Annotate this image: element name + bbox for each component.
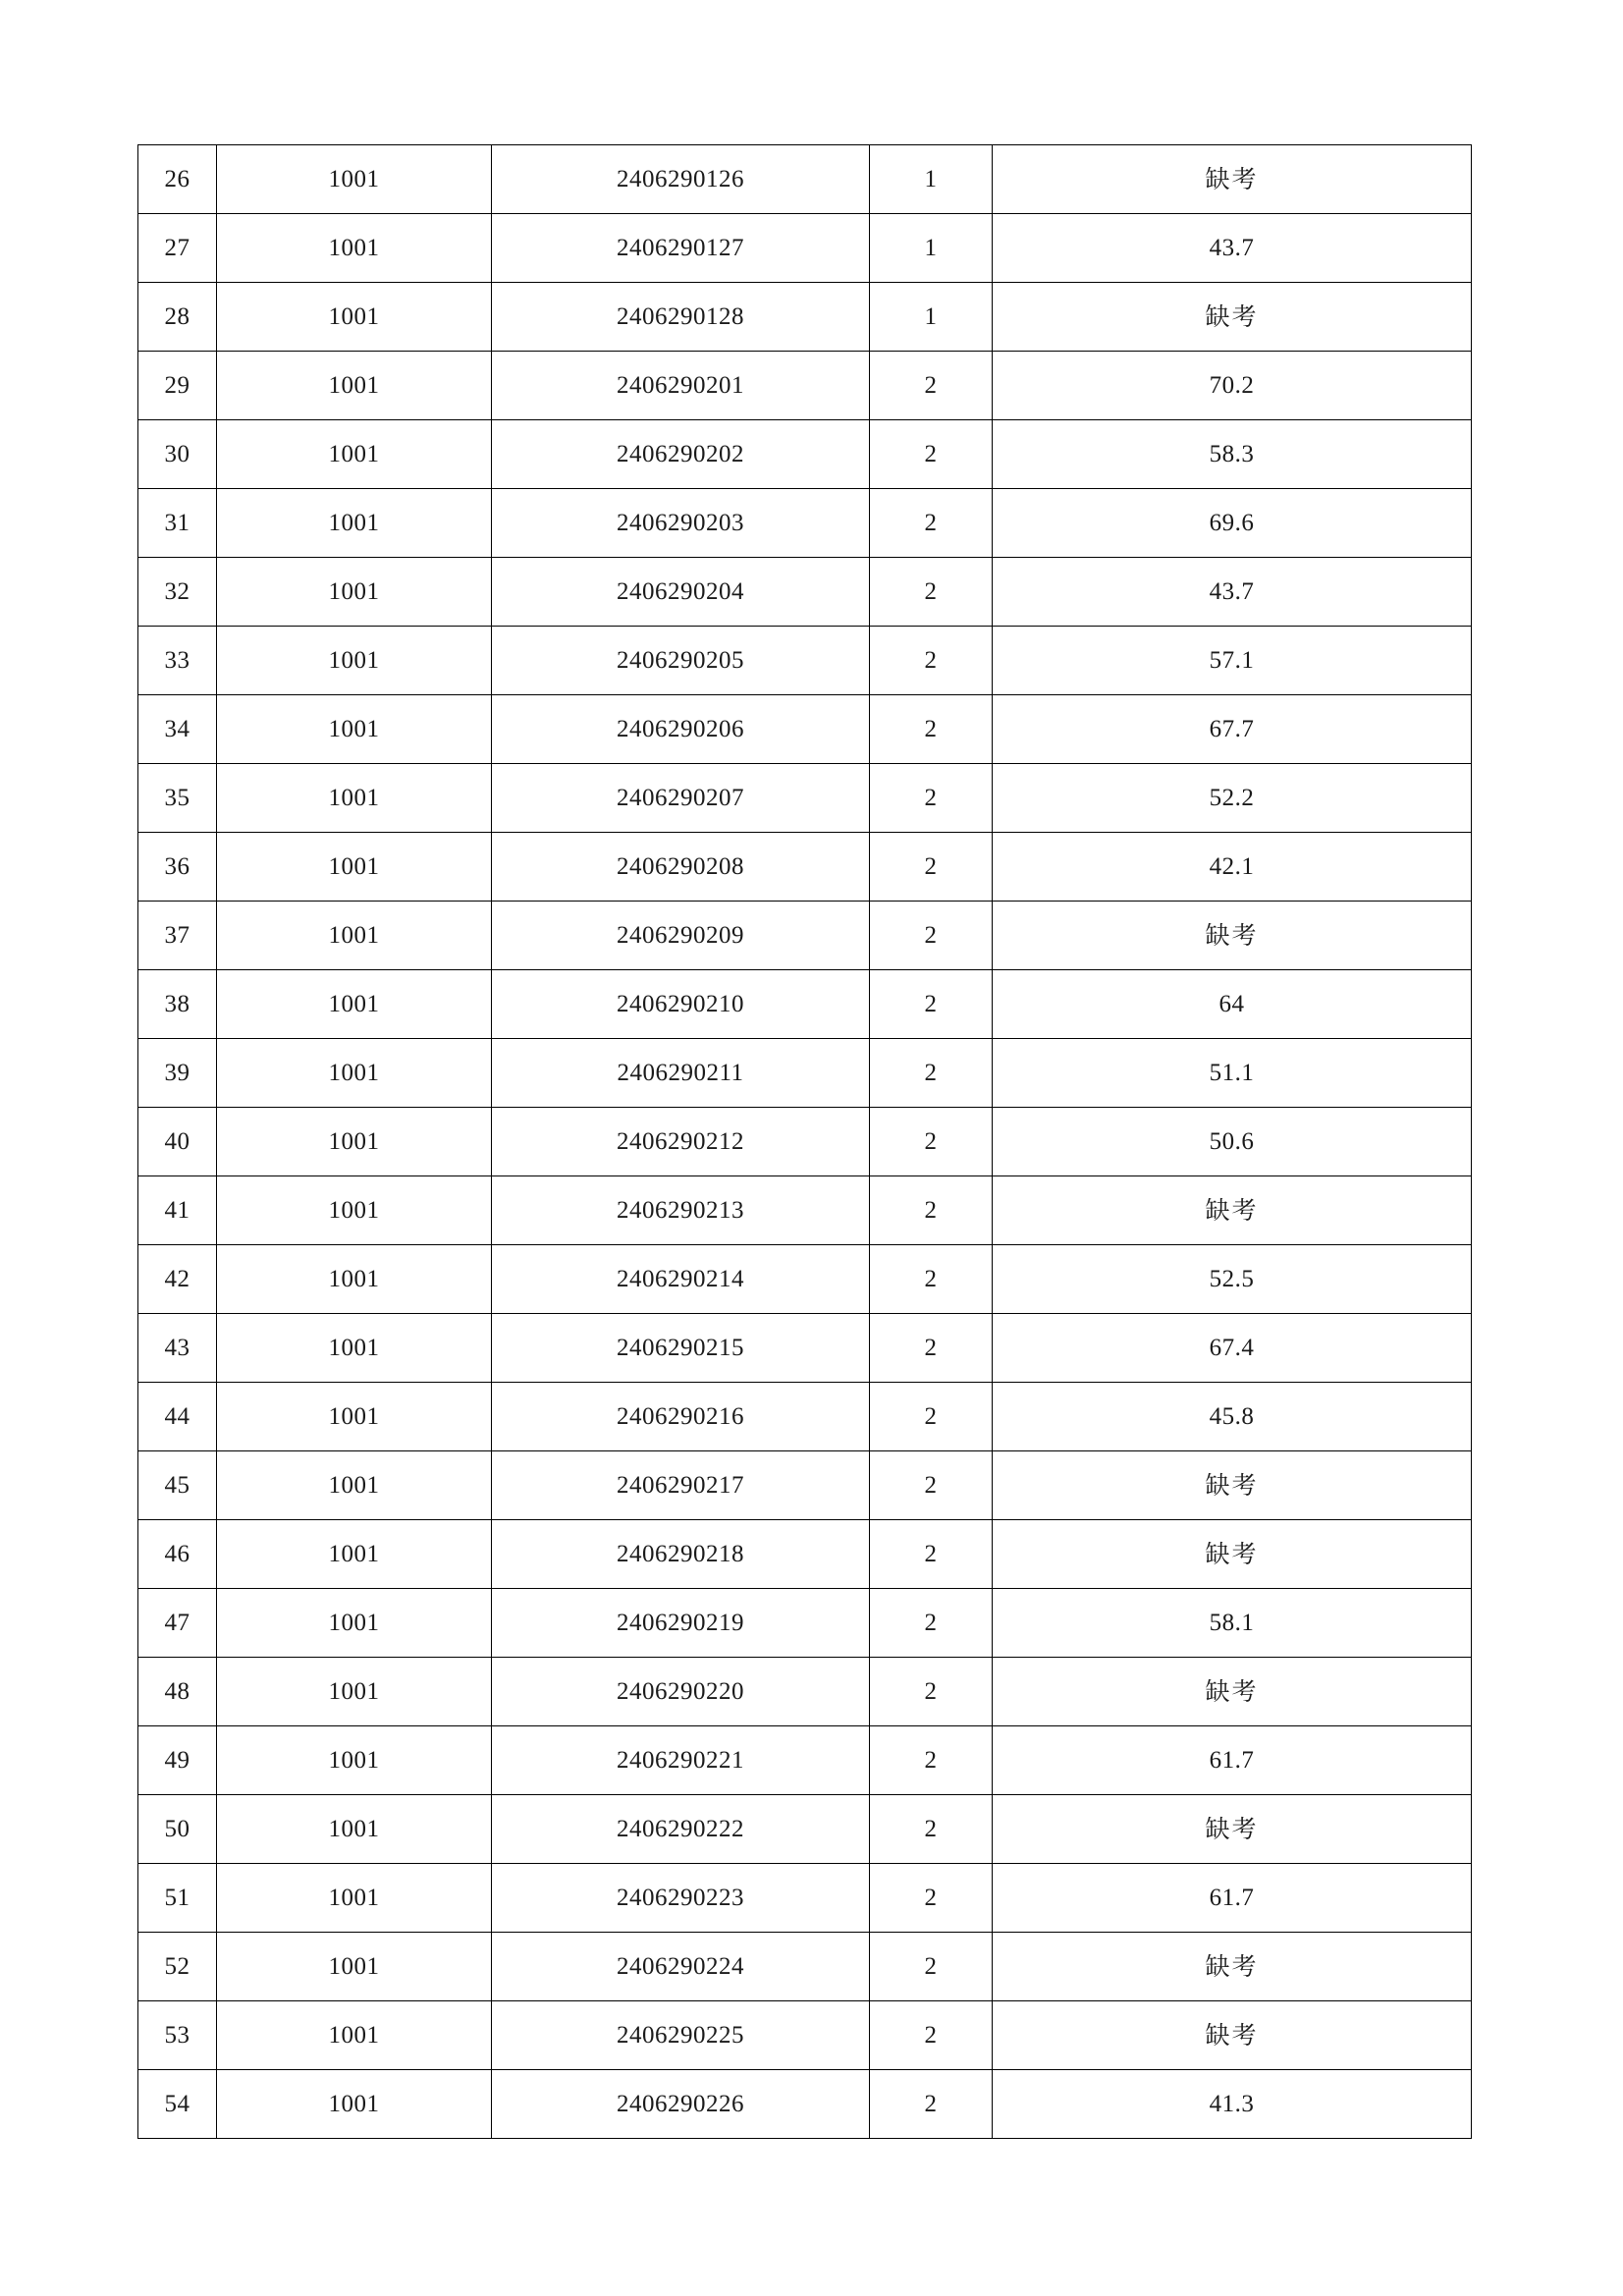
cell-position-code: 1001	[217, 1108, 492, 1176]
table-row	[138, 1176, 1472, 1245]
cell-exam-id: 2406290203	[492, 489, 870, 558]
cell-position-code: 1001	[217, 420, 492, 489]
cell-score: 58.3	[993, 420, 1472, 489]
cell-room-number: 2	[870, 1933, 993, 2001]
cell-score: 缺考	[993, 1451, 1472, 1520]
cell-room-number: 2	[870, 970, 993, 1039]
table-row	[138, 1589, 1472, 1658]
cell-exam-id: 2406290209	[492, 902, 870, 970]
cell-sequence-number: 34	[138, 695, 217, 764]
cell-score: 缺考	[993, 1658, 1472, 1726]
cell-exam-id: 2406290128	[492, 283, 870, 352]
cell-sequence-number: 47	[138, 1589, 217, 1658]
cell-score: 61.7	[993, 1864, 1472, 1933]
cell-position-code: 1001	[217, 145, 492, 214]
table-row	[138, 1383, 1472, 1451]
cell-score: 41.3	[993, 2070, 1472, 2139]
table-row	[138, 145, 1472, 214]
cell-sequence-number: 46	[138, 1520, 217, 1589]
cell-sequence-number: 54	[138, 2070, 217, 2139]
cell-exam-id: 2406290217	[492, 1451, 870, 1520]
table-row	[138, 1520, 1472, 1589]
cell-position-code: 1001	[217, 1520, 492, 1589]
cell-sequence-number: 31	[138, 489, 217, 558]
table-row	[138, 1245, 1472, 1314]
cell-exam-id: 2406290127	[492, 214, 870, 283]
cell-sequence-number: 27	[138, 214, 217, 283]
cell-score: 缺考	[993, 2001, 1472, 2070]
cell-exam-id: 2406290224	[492, 1933, 870, 2001]
cell-sequence-number: 38	[138, 970, 217, 1039]
cell-score: 缺考	[993, 1176, 1472, 1245]
cell-sequence-number: 26	[138, 145, 217, 214]
cell-position-code: 1001	[217, 352, 492, 420]
cell-sequence-number: 50	[138, 1795, 217, 1864]
cell-room-number: 1	[870, 283, 993, 352]
cell-sequence-number: 32	[138, 558, 217, 627]
cell-position-code: 1001	[217, 489, 492, 558]
cell-score: 52.2	[993, 764, 1472, 833]
cell-score: 缺考	[993, 1795, 1472, 1864]
table-row	[138, 902, 1472, 970]
cell-exam-id: 2406290213	[492, 1176, 870, 1245]
cell-exam-id: 2406290220	[492, 1658, 870, 1726]
cell-position-code: 1001	[217, 970, 492, 1039]
cell-sequence-number: 52	[138, 1933, 217, 2001]
cell-score: 缺考	[993, 1933, 1472, 2001]
table-row	[138, 1039, 1472, 1108]
score-table-body	[138, 145, 1472, 2139]
cell-sequence-number: 49	[138, 1726, 217, 1795]
cell-position-code: 1001	[217, 1245, 492, 1314]
cell-sequence-number: 30	[138, 420, 217, 489]
cell-position-code: 1001	[217, 1933, 492, 2001]
cell-room-number: 2	[870, 2070, 993, 2139]
cell-room-number: 2	[870, 1864, 993, 1933]
cell-position-code: 1001	[217, 214, 492, 283]
cell-room-number: 2	[870, 1176, 993, 1245]
table-row	[138, 1314, 1472, 1383]
cell-room-number: 1	[870, 214, 993, 283]
cell-room-number: 2	[870, 1451, 993, 1520]
cell-exam-id: 2406290223	[492, 1864, 870, 1933]
cell-score: 67.4	[993, 1314, 1472, 1383]
cell-exam-id: 2406290216	[492, 1383, 870, 1451]
table-row	[138, 214, 1472, 283]
table-row	[138, 1451, 1472, 1520]
cell-score: 43.7	[993, 214, 1472, 283]
cell-position-code: 1001	[217, 1658, 492, 1726]
table-row	[138, 420, 1472, 489]
cell-sequence-number: 48	[138, 1658, 217, 1726]
cell-score: 67.7	[993, 695, 1472, 764]
cell-position-code: 1001	[217, 283, 492, 352]
cell-exam-id: 2406290202	[492, 420, 870, 489]
table-row	[138, 1658, 1472, 1726]
cell-exam-id: 2406290214	[492, 1245, 870, 1314]
cell-sequence-number: 39	[138, 1039, 217, 1108]
cell-room-number: 2	[870, 764, 993, 833]
cell-score: 缺考	[993, 1520, 1472, 1589]
table-row	[138, 489, 1472, 558]
cell-position-code: 1001	[217, 833, 492, 902]
cell-room-number: 2	[870, 2001, 993, 2070]
cell-exam-id: 2406290211	[492, 1039, 870, 1108]
cell-exam-id: 2406290212	[492, 1108, 870, 1176]
cell-room-number: 2	[870, 420, 993, 489]
cell-room-number: 1	[870, 145, 993, 214]
cell-room-number: 2	[870, 489, 993, 558]
cell-room-number: 2	[870, 627, 993, 695]
cell-score: 51.1	[993, 1039, 1472, 1108]
table-row	[138, 833, 1472, 902]
cell-room-number: 2	[870, 1039, 993, 1108]
table-row	[138, 1795, 1472, 1864]
cell-score: 缺考	[993, 283, 1472, 352]
table-row	[138, 2070, 1472, 2139]
table-row	[138, 764, 1472, 833]
cell-sequence-number: 35	[138, 764, 217, 833]
cell-position-code: 1001	[217, 1726, 492, 1795]
cell-score: 52.5	[993, 1245, 1472, 1314]
cell-position-code: 1001	[217, 695, 492, 764]
cell-position-code: 1001	[217, 1795, 492, 1864]
cell-sequence-number: 41	[138, 1176, 217, 1245]
cell-score: 64	[993, 970, 1472, 1039]
cell-exam-id: 2406290215	[492, 1314, 870, 1383]
table-row	[138, 2001, 1472, 2070]
cell-sequence-number: 42	[138, 1245, 217, 1314]
cell-exam-id: 2406290204	[492, 558, 870, 627]
cell-position-code: 1001	[217, 902, 492, 970]
cell-position-code: 1001	[217, 1176, 492, 1245]
cell-room-number: 2	[870, 902, 993, 970]
table-row	[138, 1726, 1472, 1795]
cell-exam-id: 2406290208	[492, 833, 870, 902]
table-row	[138, 1108, 1472, 1176]
table-row	[138, 1933, 1472, 2001]
cell-sequence-number: 40	[138, 1108, 217, 1176]
cell-position-code: 1001	[217, 764, 492, 833]
cell-position-code: 1001	[217, 2001, 492, 2070]
cell-sequence-number: 37	[138, 902, 217, 970]
cell-room-number: 2	[870, 1245, 993, 1314]
cell-position-code: 1001	[217, 1864, 492, 1933]
cell-exam-id: 2406290222	[492, 1795, 870, 1864]
cell-position-code: 1001	[217, 1039, 492, 1108]
table-row	[138, 627, 1472, 695]
cell-sequence-number: 44	[138, 1383, 217, 1451]
cell-room-number: 2	[870, 558, 993, 627]
cell-room-number: 2	[870, 1795, 993, 1864]
cell-room-number: 2	[870, 833, 993, 902]
cell-sequence-number: 28	[138, 283, 217, 352]
cell-room-number: 2	[870, 1589, 993, 1658]
cell-score: 45.8	[993, 1383, 1472, 1451]
cell-position-code: 1001	[217, 1383, 492, 1451]
cell-room-number: 2	[870, 352, 993, 420]
cell-position-code: 1001	[217, 1589, 492, 1658]
cell-score: 缺考	[993, 902, 1472, 970]
table-row	[138, 695, 1472, 764]
cell-room-number: 2	[870, 1383, 993, 1451]
table-row	[138, 352, 1472, 420]
cell-room-number: 2	[870, 695, 993, 764]
score-table	[137, 144, 1472, 2139]
cell-score: 43.7	[993, 558, 1472, 627]
cell-score: 50.6	[993, 1108, 1472, 1176]
cell-exam-id: 2406290201	[492, 352, 870, 420]
cell-score: 缺考	[993, 145, 1472, 214]
cell-room-number: 2	[870, 1726, 993, 1795]
cell-exam-id: 2406290210	[492, 970, 870, 1039]
cell-exam-id: 2406290221	[492, 1726, 870, 1795]
cell-position-code: 1001	[217, 627, 492, 695]
cell-room-number: 2	[870, 1314, 993, 1383]
cell-exam-id: 2406290219	[492, 1589, 870, 1658]
cell-room-number: 2	[870, 1520, 993, 1589]
table-row	[138, 1864, 1472, 1933]
table-row	[138, 970, 1472, 1039]
cell-room-number: 2	[870, 1108, 993, 1176]
cell-score: 69.6	[993, 489, 1472, 558]
cell-score: 61.7	[993, 1726, 1472, 1795]
table-row	[138, 283, 1472, 352]
cell-room-number: 2	[870, 1658, 993, 1726]
cell-sequence-number: 45	[138, 1451, 217, 1520]
cell-sequence-number: 29	[138, 352, 217, 420]
cell-exam-id: 2406290225	[492, 2001, 870, 2070]
cell-position-code: 1001	[217, 2070, 492, 2139]
cell-exam-id: 2406290206	[492, 695, 870, 764]
cell-score: 42.1	[993, 833, 1472, 902]
cell-score: 70.2	[993, 352, 1472, 420]
cell-exam-id: 2406290218	[492, 1520, 870, 1589]
cell-exam-id: 2406290205	[492, 627, 870, 695]
cell-position-code: 1001	[217, 558, 492, 627]
cell-score: 58.1	[993, 1589, 1472, 1658]
cell-position-code: 1001	[217, 1451, 492, 1520]
cell-position-code: 1001	[217, 1314, 492, 1383]
cell-sequence-number: 51	[138, 1864, 217, 1933]
cell-sequence-number: 43	[138, 1314, 217, 1383]
cell-sequence-number: 53	[138, 2001, 217, 2070]
cell-exam-id: 2406290207	[492, 764, 870, 833]
cell-sequence-number: 33	[138, 627, 217, 695]
cell-sequence-number: 36	[138, 833, 217, 902]
table-row	[138, 558, 1472, 627]
cell-score: 57.1	[993, 627, 1472, 695]
cell-exam-id: 2406290126	[492, 145, 870, 214]
cell-exam-id: 2406290226	[492, 2070, 870, 2139]
